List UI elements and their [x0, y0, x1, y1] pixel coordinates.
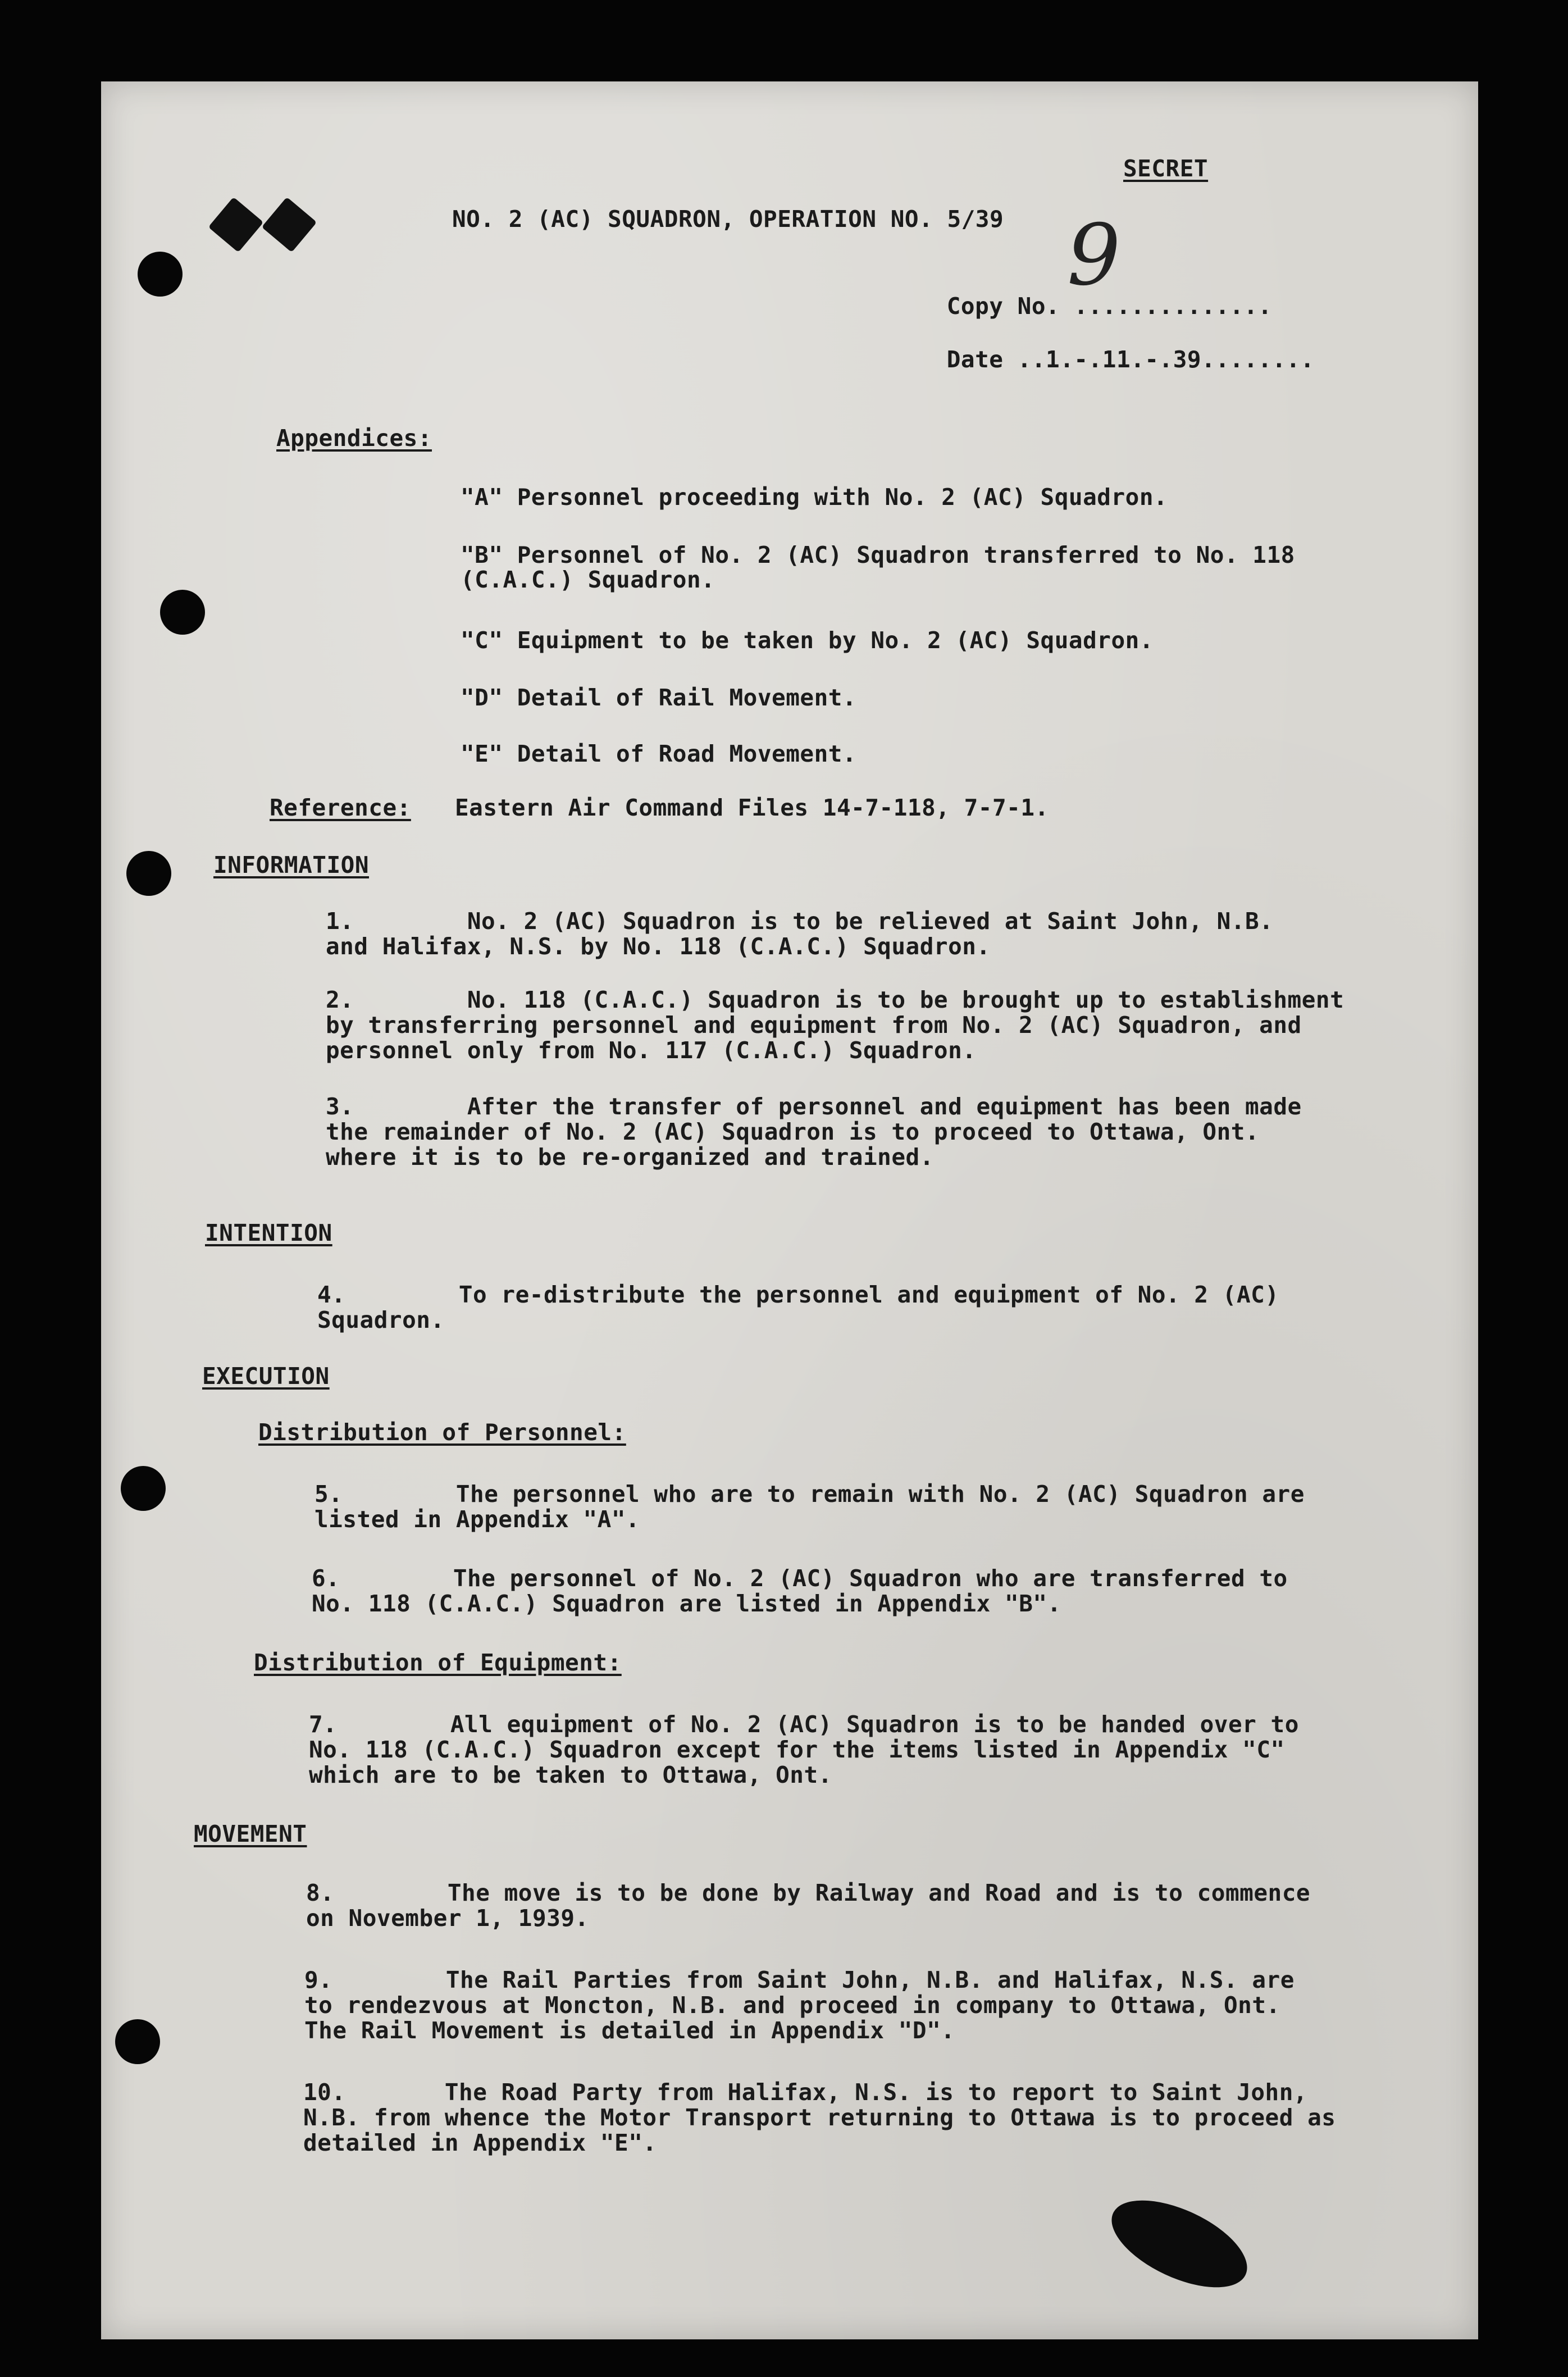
punch-hole — [121, 1466, 166, 1511]
appendix-a: "A" Personnel proceeding with No. 2 (AC) Squadron. — [461, 484, 1168, 511]
punch-hole — [138, 252, 183, 297]
intention-heading: INTENTION — [205, 1219, 332, 1246]
information-heading: INFORMATION — [213, 851, 370, 878]
operation-title: NO. 2 (AC) SQUADRON, OPERATION NO. 5/39 — [452, 206, 1004, 233]
execution-heading: EXECUTION — [202, 1363, 330, 1390]
reference-text: Eastern Air Command Files 14-7-118, 7-7-1. — [455, 794, 1049, 821]
corner-smudge — [1099, 2183, 1260, 2306]
movement-heading: MOVEMENT — [194, 1820, 307, 1847]
date-row — [890, 317, 1315, 402]
paragraph-3-line-1: 3. After the transfer of personnel and equipment has been made — [326, 1093, 1302, 1120]
paragraph-8-line-2: on November 1, 1939. — [306, 1905, 589, 1932]
appendix-b-cont: (C.A.C.) Squadron. — [461, 566, 715, 593]
paragraph-10-line-1: 10. The Road Party from Halifax, N.S. is to report to Saint John, — [303, 2079, 1308, 2106]
classification-marking: SECRET — [1123, 155, 1209, 182]
distribution-equipment-heading: Distribution of Equipment: — [254, 1649, 622, 1676]
punch-hole — [126, 851, 171, 896]
copy-number-handwritten: 9 — [1067, 207, 1121, 304]
punch-hole — [115, 2019, 160, 2064]
paragraph-4-line-1: 4. To re-distribute the personnel and equipment of No. 2 (AC) — [317, 1281, 1279, 1308]
paragraph-5-line-1: 5. The personnel who are to remain with No. 2 (AC) Squadron are — [314, 1481, 1305, 1508]
paragraph-6-line-2: No. 118 (C.A.C.) Squadron are listed in Appendix "B". — [312, 1590, 1061, 1617]
appendix-e: "E" Detail of Road Movement. — [461, 740, 857, 767]
paragraph-10-line-2: N.B. from whence the Motor Transport returning to Ottawa is to proceed as — [303, 2104, 1336, 2131]
paragraph-6-line-1: 6. The personnel of No. 2 (AC) Squadron who are transferred to — [312, 1565, 1288, 1592]
paragraph-2-line-3: personnel only from No. 117 (C.A.C.) Squadron. — [326, 1037, 977, 1064]
paragraph-8-line-1: 8. The move is to be done by Railway and Road and is to commence — [306, 1879, 1311, 1906]
appendix-c: "C" Equipment to be taken by No. 2 (AC) Squadron. — [461, 627, 1154, 654]
paragraph-1-line-2: and Halifax, N.S. by No. 118 (C.A.C.) Squadron. — [326, 933, 991, 960]
copy-label: Copy No. — [946, 293, 1074, 320]
appendix-b: "B" Personnel of No. 2 (AC) Squadron transferred to No. 118 — [461, 541, 1295, 568]
paragraph-3-line-2: the remainder of No. 2 (AC) Squadron is to proceed to Ottawa, Ont. — [326, 1118, 1260, 1145]
paragraph-9-line-1: 9. The Rail Parties from Saint John, N.B. and Halifax, N.S. are — [304, 1966, 1294, 1993]
appendix-d: "D" Detail of Rail Movement. — [461, 684, 857, 711]
appendices-heading: Appendices: — [276, 425, 432, 452]
punch-hole — [160, 590, 205, 635]
paragraph-7-line-1: 7. All equipment of No. 2 (AC) Squadron is to be handed over to — [309, 1711, 1299, 1738]
staple-mark — [208, 197, 264, 253]
paragraph-5-line-2: listed in Appendix "A". — [314, 1506, 640, 1533]
reference-heading: Reference: — [270, 794, 411, 821]
paragraph-7-line-2: No. 118 (C.A.C.) Squadron except for the items listed in Appendix "C" — [309, 1736, 1285, 1763]
paragraph-7-line-3: which are to be taken to Ottawa, Ont. — [309, 1761, 832, 1788]
staple-mark — [262, 197, 317, 253]
paragraph-4-line-2: Squadron. — [317, 1306, 445, 1333]
copy-dots: .............. — [1074, 293, 1272, 320]
document-page — [101, 81, 1478, 2339]
paragraph-2-line-2: by transferring personnel and equipment from No. 2 (AC) Squadron, and — [326, 1012, 1302, 1039]
paragraph-1-line-1: 1. No. 2 (AC) Squadron is to be relieved at Saint John, N.B. — [326, 908, 1274, 935]
paragraph-3-line-3: where it is to be re-organized and trained. — [326, 1144, 934, 1171]
paragraph-2-line-1: 2. No. 118 (C.A.C.) Squadron is to be brought up to establishment — [326, 986, 1344, 1013]
paragraph-9-line-3: The Rail Movement is detailed in Appendix "D". — [304, 2017, 955, 2044]
paragraph-9-line-2: to rendezvous at Moncton, N.B. and proceed in company to Ottawa, Ont. — [304, 1992, 1280, 2019]
paragraph-10-line-3: detailed in Appendix "E". — [303, 2129, 657, 2156]
distribution-personnel-heading: Distribution of Personnel: — [258, 1419, 626, 1446]
date-value: ..1.-.11.-.39........ — [1017, 346, 1315, 373]
date-label: Date — [946, 346, 1018, 373]
